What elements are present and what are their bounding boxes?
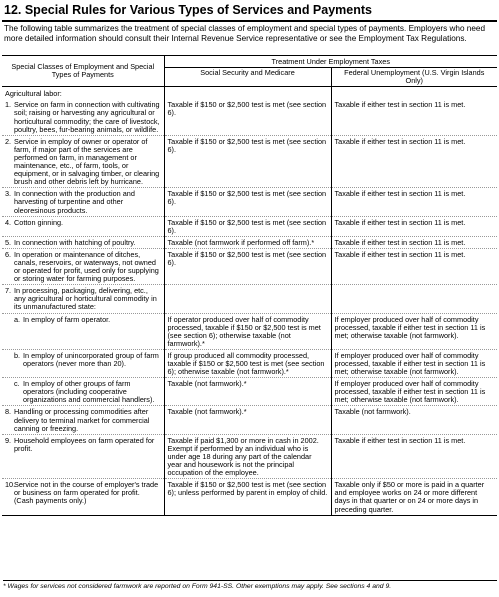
table-row bbox=[2, 135, 497, 188]
subrow-description-cell bbox=[2, 349, 164, 377]
federal-unemployment-treatment: Taxable if either test in section 11 is met. bbox=[331, 216, 497, 236]
special-rules-table bbox=[2, 55, 497, 516]
row-description-cell bbox=[2, 479, 164, 515]
row-number: 10. bbox=[5, 480, 16, 490]
row-number: 1. bbox=[5, 100, 12, 110]
row-description-cell bbox=[2, 188, 164, 216]
section-label: Agricultural labor: bbox=[5, 89, 62, 99]
header-treatment: Treatment Under Employment Taxes bbox=[164, 56, 497, 68]
social-security-treatment: Taxable (not farmwork if performed off farm).* bbox=[164, 236, 331, 248]
subrow-description: In employ of unincorporated group of farm operators (never more than 20). bbox=[23, 350, 159, 368]
row-number: 5. bbox=[5, 237, 12, 247]
row-description-cell bbox=[2, 406, 164, 434]
row-description: Service on farm in connection with cultivating soil; raising or harvesting any agricultural or horticultural commodity; the care of livestock, poultry, bees, fur-bearing animals, or wildlife. bbox=[14, 100, 160, 134]
federal-unemployment-treatment: Taxable if either test in section 11 is met. bbox=[331, 135, 497, 188]
intro-paragraph: The following table summarizes the treatment of special classes of employment and special types of payments. Employers who need more detailed information should consult their Internal Revenue Service representative or see the Employment Tax Regulations. bbox=[4, 24, 486, 43]
federal-unemployment-treatment: If employer produced over half of commodity processed, taxable if either test in section 11 is met; otherwise taxable (not farmwork). bbox=[331, 313, 497, 349]
subrow-description: In employ of farm operator. bbox=[23, 314, 111, 324]
header-social-security: Social Security and Medicare bbox=[164, 68, 331, 87]
subrow-letter: b. bbox=[14, 350, 21, 360]
federal-unemployment-treatment: If employer produced over half of commodity processed, taxable if either test in section 11 is met; otherwise taxable (not farmwork). bbox=[331, 349, 497, 377]
row-number: 3. bbox=[5, 189, 12, 199]
social-security-treatment: Taxable if $150 or $2,500 test is met (see section 6); unless performed by parent in employ of child. bbox=[164, 479, 331, 515]
row-number: 6. bbox=[5, 249, 12, 259]
table-row bbox=[2, 248, 497, 284]
row-description-cell bbox=[2, 248, 164, 284]
row-description: Cotton ginning. bbox=[14, 217, 64, 227]
subrow-letter: a. bbox=[14, 314, 21, 324]
row-description: In connection with the production and harvesting of turpentine and other oleoresinous products. bbox=[14, 189, 135, 215]
subrow-description: In employ of other groups of farm operators (including cooperative organizations and commercial handlers). bbox=[23, 379, 155, 405]
subrow-description-cell bbox=[2, 313, 164, 349]
federal-unemployment-treatment: If employer produced over half of commodity processed, taxable if either test in section 11 is met; otherwise taxable (not farmwork). bbox=[331, 378, 497, 406]
row-description-cell bbox=[2, 434, 164, 478]
row-description-cell bbox=[2, 236, 164, 248]
social-security-treatment: Taxable if paid $1,300 or more in cash in 2002. Exempt if performed by an individual who is under age 18 during any part of the calendar year and housework is not the principal occupation of the employee. bbox=[164, 434, 331, 478]
header-special-classes: Special Classes of Employment and Special Types of Payments bbox=[2, 56, 164, 87]
row-description-cell bbox=[2, 216, 164, 236]
row-description: Household employees on farm operated for profit. bbox=[14, 435, 155, 453]
table-row bbox=[2, 188, 497, 216]
federal-unemployment-treatment: Taxable if either test in section 11 is met. bbox=[331, 188, 497, 216]
footnote: * Wages for services not considered farmwork are reported on Form 941-SS. Other exemptions may apply. See sections 4 and 9. bbox=[3, 580, 497, 590]
row-description-cell bbox=[2, 135, 164, 188]
social-security-treatment: Taxable if $150 or $2,500 test is met (see section 6). bbox=[164, 99, 331, 135]
social-security-treatment: Taxable if $150 or $2,500 test is met (see section 6). bbox=[164, 216, 331, 236]
table-row bbox=[2, 406, 497, 434]
row-number: 7. bbox=[5, 286, 12, 296]
row-description: Handling or processing commodities after delivery to terminal market for commercial canning or freezing. bbox=[14, 407, 150, 433]
federal-unemployment-treatment: Taxable if either test in section 11 is met. bbox=[331, 248, 497, 284]
header-federal-unemployment: Federal Unemployment (U.S. Virgin Islands Only) bbox=[331, 68, 497, 87]
table-row bbox=[2, 216, 497, 236]
row-description-cell bbox=[2, 99, 164, 135]
social-security-treatment: Taxable if $150 or $2,500 test is met (see section 6). bbox=[164, 188, 331, 216]
row-number: 4. bbox=[5, 217, 12, 227]
subrow-letter: c. bbox=[14, 379, 20, 389]
row-number: 9. bbox=[5, 435, 12, 445]
subrow-description-cell bbox=[2, 378, 164, 406]
federal-unemployment-treatment: Taxable if either test in section 11 is met. bbox=[331, 236, 497, 248]
table-subrow bbox=[2, 378, 497, 406]
federal-unemployment-treatment: Taxable if either test in section 11 is met. bbox=[331, 434, 497, 478]
social-security-treatment: If group produced all commodity processed, taxable if $150 or $2,500 test is met (see section 6); otherwise taxable (not farmwork).* bbox=[164, 349, 331, 377]
table-subrow bbox=[2, 349, 497, 377]
federal-unemployment-treatment: Taxable if either test in section 11 is met. bbox=[331, 99, 497, 135]
row-number: 8. bbox=[5, 407, 12, 417]
federal-unemployment-treatment: Taxable (not farmwork). bbox=[331, 406, 497, 434]
row-description: In processing, packaging, delivering, etc., any agricultural or horticultural commodity in its unmanufactured state: bbox=[14, 286, 157, 312]
table-row bbox=[2, 236, 497, 248]
federal-unemployment-treatment: Taxable only if $50 or more is paid in a quarter and employee works on 24 or more different days in that quarter or on 24 or more days in preceding quarter. bbox=[331, 479, 497, 515]
table-row bbox=[2, 99, 497, 135]
table-row bbox=[2, 434, 497, 478]
social-security-treatment: Taxable (not farmwork).* bbox=[164, 406, 331, 434]
page-title: 12. Special Rules for Various Types of Services and Payments bbox=[2, 1, 497, 22]
row-description: Service not in the course of employer's trade or business on farm operated for profit. (Cash payments only.) bbox=[14, 480, 159, 506]
table-row bbox=[2, 285, 497, 313]
social-security-treatment: If operator produced over half of commodity processed, taxable if $150 or $2,500 test is met (see section 6); otherwise taxable (not farmwork).* bbox=[164, 313, 331, 349]
row-description: In connection with hatching of poultry. bbox=[14, 237, 136, 247]
social-security-treatment: Taxable if $150 or $2,500 test is met (see section 6). bbox=[164, 248, 331, 284]
social-security-treatment: Taxable (not farmwork).* bbox=[164, 378, 331, 406]
table-row bbox=[2, 479, 497, 515]
row-description: In operation or maintenance of ditches, canals, reservoirs, or waterways, not owned or operated for profit, used only for supplying or storing water for farming purposes. bbox=[14, 249, 159, 284]
table-subrow bbox=[2, 313, 497, 349]
row-number: 2. bbox=[5, 136, 12, 146]
row-description: Service in employ of owner or operator of farm, if major part of the services are performed on farm, in management or maintenance, etc., of farm, tools, or equipment, or in salvaging timber, or clearing brush and other debris left by hurricane. bbox=[14, 136, 160, 187]
social-security-treatment: Taxable if $150 or $2,500 test is met (see section 6). bbox=[164, 135, 331, 188]
row-description-cell bbox=[2, 285, 164, 313]
